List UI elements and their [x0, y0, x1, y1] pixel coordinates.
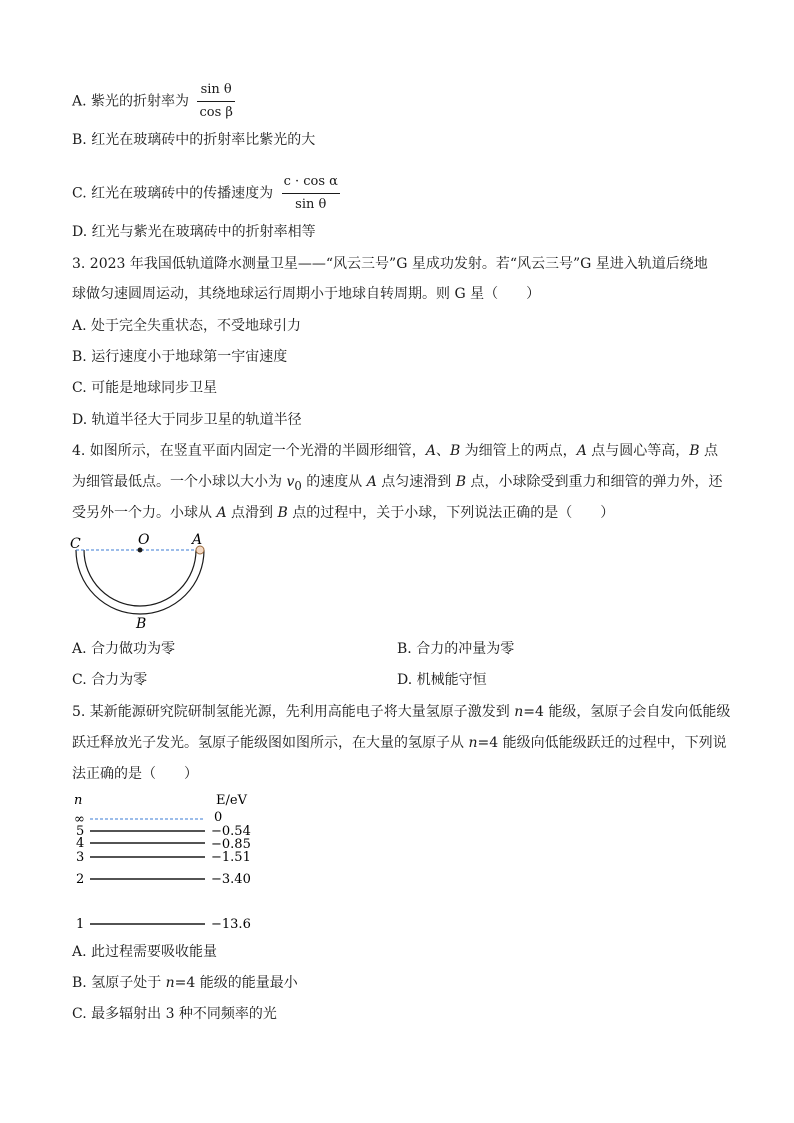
- level-energy-value: −1.51: [211, 850, 251, 865]
- fraction-numerator: sin θ: [197, 80, 234, 102]
- q2-option-c-text: C. 红光在玻璃砖中的传播速度为: [72, 185, 274, 202]
- text-run: 为细管最低点。一个小球以大小为: [72, 474, 287, 490]
- text-run: 点: [699, 443, 719, 459]
- var-a: A: [576, 443, 587, 459]
- q3-stem-line1: 3. 2023 年我国低轨道降水测量卫星——“风云三号”G 星成功发射。若“风云三号”G 星进入轨道后绕地: [72, 256, 708, 272]
- q5-stem-line2: [72, 733, 727, 753]
- q3-stem-line2: 球做匀速圆周运动，其绕地球运行周期小于地球自转周期。则 G 星（ ）: [72, 286, 541, 302]
- fraction-numerator: c · cos α: [282, 172, 340, 194]
- level-energy-value: −0.54: [211, 824, 251, 839]
- text-run: =4 能级的能量最小: [174, 975, 298, 991]
- q4-option-a[interactable]: A. 合力做功为零: [72, 641, 176, 657]
- level-label-n: 3: [76, 850, 85, 865]
- level-label-n: 1: [76, 917, 85, 932]
- q2-option-d[interactable]: D. 红光与紫光在玻璃砖中的折射率相等: [72, 224, 316, 240]
- q4-stem-line1: [72, 441, 718, 461]
- axis-label-n: n: [74, 793, 83, 808]
- label-o: O: [138, 532, 150, 548]
- text-run: 点的过程中，关于小球，下列说法正确的是（ ）: [287, 505, 615, 521]
- q5-option-b[interactable]: [72, 973, 298, 993]
- q4-option-d[interactable]: D. 机械能守恒: [397, 672, 487, 688]
- fraction-denominator: cos β: [199, 105, 233, 120]
- q5-option-c[interactable]: C. 最多辐射出 3 种不同频率的光: [72, 1006, 277, 1022]
- label-c: C: [70, 536, 81, 552]
- text-run: B. 氢原子处于: [72, 975, 166, 991]
- level-energy-value: −3.40: [211, 872, 251, 887]
- q4-option-b[interactable]: B. 合力的冲量为零: [397, 641, 515, 657]
- q2-option-a[interactable]: [72, 80, 235, 123]
- level-label-n: 5: [76, 824, 85, 839]
- var-n: n: [165, 975, 175, 991]
- text-run: 5. 某新能源研究院研制氢能光源，先利用高能电子将大量氢原子激发到: [72, 704, 515, 720]
- level-energy-value: −0.85: [211, 837, 251, 852]
- var-n: n: [514, 704, 524, 720]
- tube-outer-arc: [76, 550, 204, 614]
- text-run: 为细管上的两点，: [460, 443, 577, 459]
- var-b: B: [449, 443, 461, 459]
- var-a: A: [425, 443, 436, 459]
- var-b: B: [455, 474, 467, 490]
- text-run: 、: [435, 443, 450, 459]
- q2-option-b[interactable]: B. 红光在玻璃砖中的折射率比紫光的大: [72, 132, 316, 148]
- label-a: A: [192, 532, 203, 548]
- q4-stem-line3: [72, 503, 614, 523]
- q4-stem-line2: [72, 472, 722, 496]
- q3-option-b[interactable]: B. 运行速度小于地球第一宇宙速度: [72, 349, 288, 365]
- text-run: 跃迁释放光子发光。氢原子能级图如图所示，在大量的氢原子从: [72, 735, 469, 751]
- text-run: 点匀速滑到: [376, 474, 456, 490]
- q4-option-c[interactable]: C. 合力为零: [72, 672, 148, 688]
- q5-stem-line1: [72, 702, 730, 722]
- var-b: B: [689, 443, 700, 459]
- fraction-denominator: sin θ: [295, 197, 327, 212]
- q5-option-a[interactable]: A. 此过程需要吸收能量: [72, 944, 218, 960]
- level-energy-value: −13.6: [211, 917, 251, 932]
- level-energy-value: 0: [214, 810, 223, 825]
- subscript: 0: [294, 478, 302, 493]
- q3-option-a[interactable]: A. 处于完全失重状态，不受地球引力: [72, 318, 302, 334]
- text-run: 受另外一个力。小球从: [72, 505, 217, 521]
- q5-stem-line3: 法正确的是（ ）: [72, 766, 198, 782]
- text-run: =4 能级，氢原子会自发向低能级: [523, 704, 731, 720]
- q2-option-a-text: A. 紫光的折射率为: [72, 93, 190, 110]
- energy-level-diagram: [70, 790, 270, 935]
- var-a: A: [216, 505, 227, 521]
- q2-option-a-fraction: [197, 80, 234, 123]
- level-label-n: 2: [76, 872, 85, 887]
- semicircle-tube-figure: [66, 532, 216, 632]
- var-n: n: [468, 735, 478, 751]
- q2-option-c-fraction: [282, 172, 340, 215]
- center-point-o: [138, 548, 143, 553]
- var-a: A: [366, 474, 377, 490]
- tube-inner-arc: [84, 550, 196, 606]
- level-label-n: 4: [76, 836, 85, 851]
- label-b: B: [136, 616, 147, 632]
- q3-option-c[interactable]: C. 可能是地球同步卫星: [72, 380, 218, 396]
- text-run: 的速度从: [301, 474, 367, 490]
- var-b: B: [277, 505, 288, 521]
- text-run: 点滑到: [226, 505, 278, 521]
- text-run: =4 能级向低能级跃迁的过程中，下列说: [477, 735, 727, 751]
- text-run: 4. 如图所示，在竖直平面内固定一个光滑的半圆形细管，: [72, 443, 426, 459]
- q3-option-d[interactable]: D. 轨道半径大于同步卫星的轨道半径: [72, 412, 302, 428]
- axis-label-energy: E/eV: [216, 793, 247, 808]
- q2-option-c[interactable]: [72, 172, 340, 215]
- text-run: 点，小球除受到重力和细管的弹力外，还: [466, 474, 723, 490]
- level-label-n: ∞: [74, 812, 85, 827]
- var-v: v: [286, 474, 295, 490]
- text-run: 点与圆心等高，: [586, 443, 690, 459]
